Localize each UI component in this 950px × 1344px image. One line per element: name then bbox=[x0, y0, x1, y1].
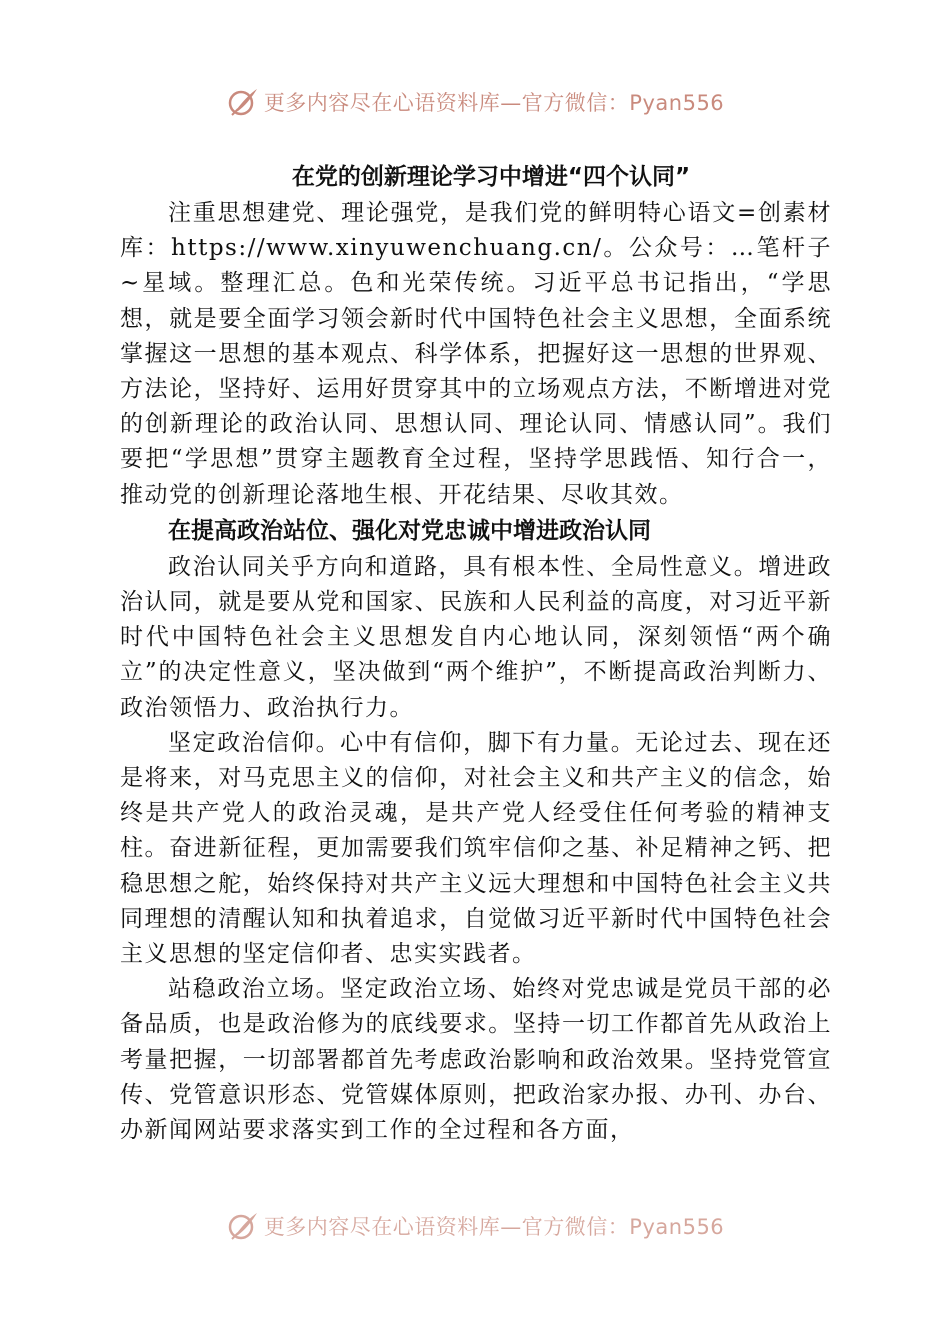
body-paragraph-1: 政治认同关乎方向和道路，具有根本性、全局性意义。增进政治认同，就是要从党和国家、民族和人民利益的高度，对习近平新时代中国特色社会主义思想发自内心地认同，深刻领悟“两个确立”的决定性意义，坚决做到“两个维护”，不断提高政治判断力、政治领悟力、政治执行力。 bbox=[120, 553, 832, 721]
body-paragraph-2: 坚定政治信仰。心中有信仰，脚下有力量。无论过去、现在还是将来，对马克思主义的信仰，对社会主义和共产主义的信念，始终是共产党人的政治灵魂，是共产党人经受住任何考验的精神支柱。奋进新征程，更加需要我们筑牢信仰之基、补足精神之钙、把稳思想之舵，始终保持对共产主义远大理想和中国特色社会主义共同理想的清醒认知和执着追求，自觉做习近平新时代中国特色社会主义思想的坚定信仰者、忠实实践者。 bbox=[120, 729, 832, 968]
quill-logo-icon bbox=[226, 85, 260, 119]
intro-paragraph: 注重思想建党、理论强党，是我们党的鲜明特心语文=创素材库：https://www.xinyuwenchuang.cn/。公众号：…笔杆子~星域。整理汇总。色和光荣传统。习近平总书记指出，“学思想，就是要全面学习领会新时代中国特色社会主义思想，全面系统掌握这一思想的基本观点、科学体系，把握好这一思想的世界观、方法论，坚持好、运用好贯穿其中的立场观点方法，不断增进对党的创新理论的政治认同、思想认同、理论认同、情感认同”。我们要把“学思想”贯穿主题教育全过程，坚持学思践悟、知行合一，推动党的创新理论落地生根、开花结果、尽收其效。 bbox=[120, 200, 832, 508]
watermark-footer bbox=[0, 1206, 950, 1246]
watermark-text: 更多内容尽在心语资料库—官方微信：Pyan556 bbox=[263, 91, 725, 115]
document-title: 在党的创新理论学习中增进“四个认同” bbox=[291, 164, 691, 190]
section-heading: 在提高政治站位、强化对党忠诚中增进政治认同 bbox=[168, 517, 651, 544]
document-body bbox=[120, 158, 832, 1148]
body-paragraph-3: 站稳政治立场。坚定政治立场、始终对党忠诚是党员干部的必备品质，也是政治修为的底线要求。坚持一切工作都首先从政治上考量把握，一切部署都首先考虑政治影响和政治效果。坚持党管宣传、党管意识形态、党管媒体原则，把政治家办报、办刊、办台、办新闻网站要求落实到工作的全过程和各方面， bbox=[120, 976, 832, 1144]
watermark-text: 更多内容尽在心语资料库—官方微信：Pyan556 bbox=[263, 1215, 725, 1239]
watermark-header bbox=[0, 82, 950, 122]
quill-logo-icon bbox=[226, 1209, 260, 1243]
